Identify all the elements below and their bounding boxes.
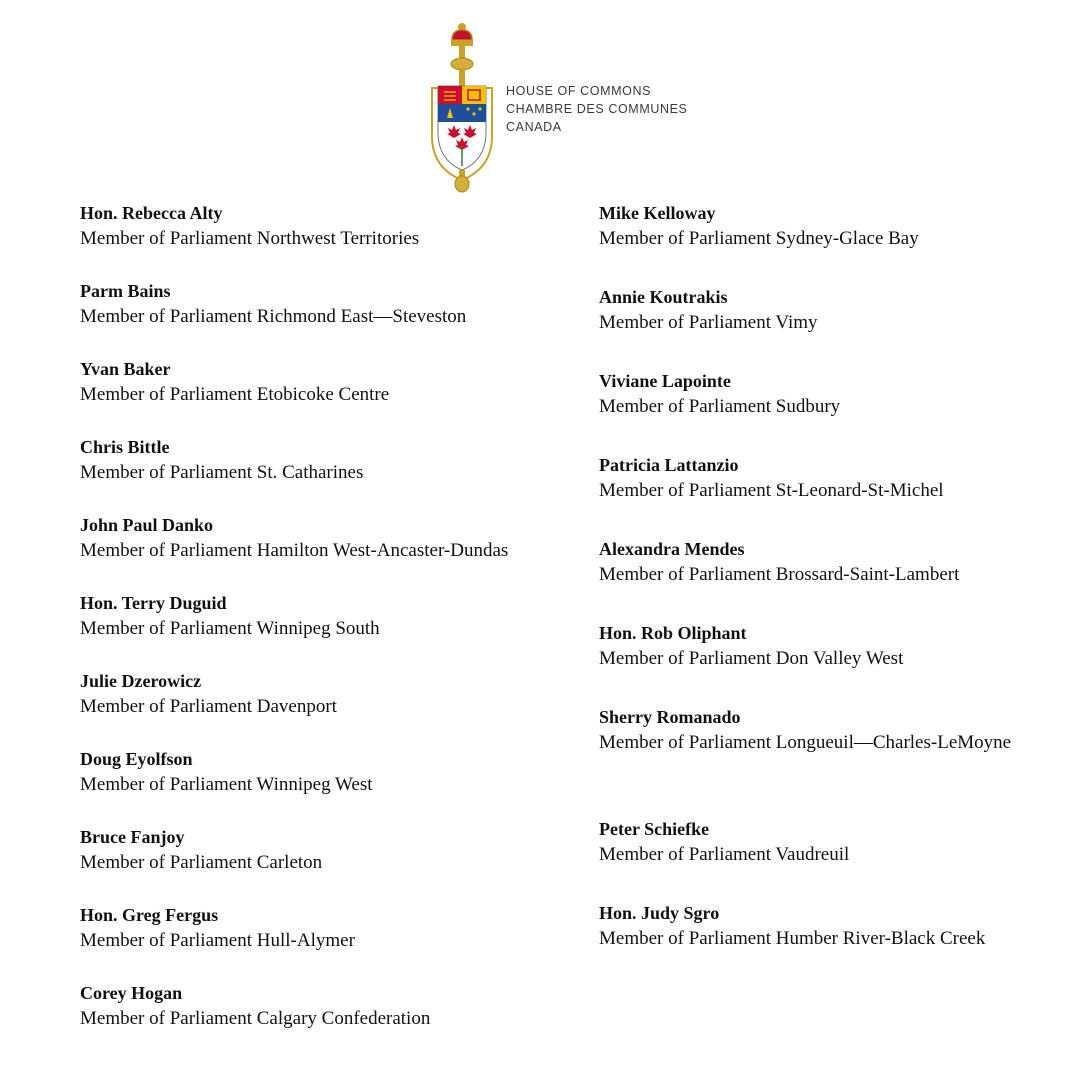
- signatory-role: Member of Parliament Don Valley West: [599, 648, 904, 669]
- signatory-name: Hon. Terry Duguid: [80, 593, 227, 613]
- signatory-role: Member of Parliament Hull-Alymer: [80, 930, 355, 951]
- signatory-name: Parm Bains: [80, 281, 171, 301]
- signatories-left-column: [80, 200, 580, 1058]
- signatory-role: Member of Parliament Sydney-Glace Bay: [599, 228, 919, 249]
- signatory-entry: [80, 902, 580, 980]
- signatory-name: Hon. Judy Sgro: [599, 903, 720, 923]
- signatory-entry: [599, 368, 1049, 452]
- signatory-name: Mike Kelloway: [599, 203, 716, 223]
- signatory-role: Member of Parliament Carleton: [80, 852, 323, 873]
- signatory-name: Doug Eyolfson: [80, 749, 193, 769]
- signatory-role: Member of Parliament Longueuil—Charles-LeMoyne: [599, 732, 1012, 753]
- signatory-name: Hon. Rob Oliphant: [599, 623, 747, 643]
- signatory-entry: [599, 452, 1049, 536]
- letterhead-line-country: CANADA: [506, 120, 562, 134]
- signatory-entry: [80, 200, 580, 278]
- signatory-entry: [80, 512, 580, 590]
- signatory-entry: [80, 980, 580, 1058]
- signatory-name: Sherry Romanado: [599, 707, 741, 727]
- signatory-role: Member of Parliament Vaudreuil: [599, 844, 850, 865]
- signatory-entry: [599, 816, 1049, 900]
- signatory-role: Member of Parliament Vimy: [599, 312, 818, 333]
- signatory-role: Member of Parliament Etobicoke Centre: [80, 384, 390, 405]
- signatory-role: Member of Parliament Hamilton West-Ancaster-Dundas: [80, 540, 509, 561]
- signatory-role: Member of Parliament Humber River-Black Creek: [599, 928, 986, 949]
- signatory-name: Corey Hogan: [80, 983, 183, 1003]
- signatory-role: Member of Parliament Brossard-Saint-Lambert: [599, 564, 960, 585]
- signatory-entry: [80, 434, 580, 512]
- signatory-role: Member of Parliament Sudbury: [599, 396, 841, 417]
- signatory-name: Yvan Baker: [80, 359, 171, 379]
- signatory-name: Annie Koutrakis: [599, 287, 728, 307]
- signatories-right-column: [599, 200, 1049, 984]
- signatory-entry: [599, 200, 1049, 284]
- letterhead-line-english: HOUSE OF COMMONS: [506, 84, 652, 98]
- signatory-name: Viviane Lapointe: [599, 371, 731, 391]
- signatory-entry: [80, 356, 580, 434]
- signatory-name: Peter Schiefke: [599, 819, 710, 839]
- signatory-name: Patricia Lattanzio: [599, 455, 739, 475]
- signatory-entry: [599, 900, 1049, 984]
- signatory-entry: [80, 668, 580, 746]
- signatory-name: Julie Dzerowicz: [80, 671, 202, 691]
- signatory-name: Chris Bittle: [80, 437, 170, 457]
- signatory-entry: [80, 590, 580, 668]
- signatory-entry: [80, 746, 580, 824]
- letterhead-wordmark: [506, 82, 687, 136]
- signatory-name: Hon. Rebecca Alty: [80, 203, 223, 223]
- signatory-role: Member of Parliament Richmond East—Steveston: [80, 306, 467, 327]
- signatory-entry: [599, 704, 1049, 816]
- signatory-role: Member of Parliament Calgary Confederation: [80, 1008, 431, 1029]
- signatory-name: Alexandra Mendes: [599, 539, 745, 559]
- signatory-role: Member of Parliament St-Leonard-St-Michel: [599, 480, 944, 501]
- signatory-role: Member of Parliament St. Catharines: [80, 462, 364, 483]
- signatory-entry: [599, 284, 1049, 368]
- signatory-entry: [599, 620, 1049, 704]
- signatory-role: Member of Parliament Winnipeg South: [80, 618, 380, 639]
- signatory-name: John Paul Danko: [80, 515, 214, 535]
- signatory-entry: [599, 536, 1049, 620]
- signatory-role: Member of Parliament Davenport: [80, 696, 337, 717]
- signatory-name: Hon. Greg Fergus: [80, 905, 219, 925]
- signatory-role: Member of Parliament Winnipeg West: [80, 774, 373, 795]
- letterhead-line-french: CHAMBRE DES COMMUNES: [506, 102, 688, 116]
- signatory-role: Member of Parliament Northwest Territories: [80, 228, 420, 249]
- signatory-entry: [80, 824, 580, 902]
- letterhead: [420, 18, 740, 198]
- signatory-name: Bruce Fanjoy: [80, 827, 185, 847]
- house-of-commons-emblem-icon: [426, 18, 498, 194]
- signatory-entry: [80, 278, 580, 356]
